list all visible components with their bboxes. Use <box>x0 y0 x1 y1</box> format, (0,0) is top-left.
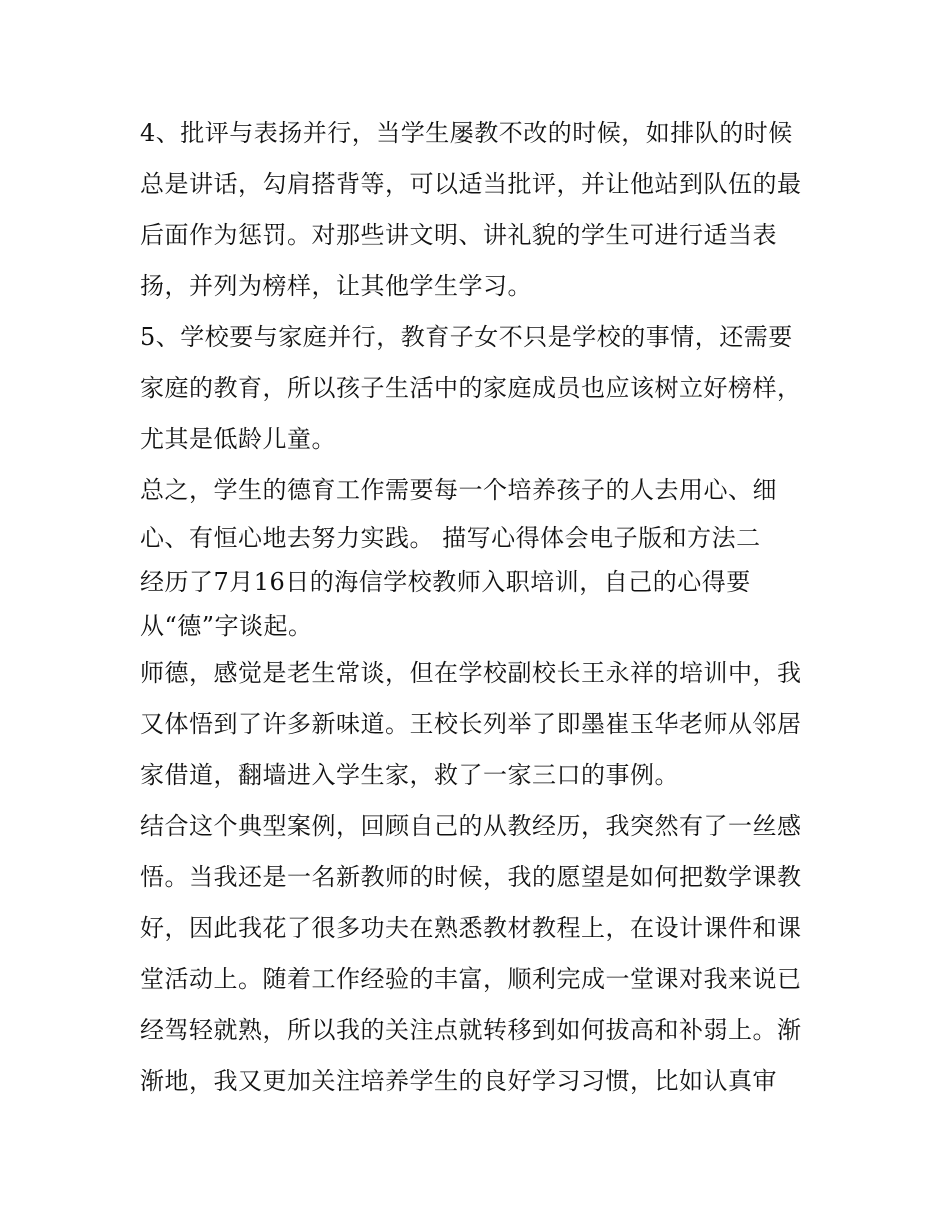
text-line: 家借道，翻墙进入学生家，救了一家三口的事例。 <box>140 761 679 789</box>
text-line: 渐地，我又更加关注培养学生的良好学习习惯，比如认真审 <box>140 1067 777 1095</box>
text-line: 堂活动上。随着工作经验的丰富，顺利完成一堂课对我来说已 <box>140 965 802 993</box>
text-line: 4、批评与表扬并行，当学生屡教不改的时候，如排队的时候 <box>140 119 793 147</box>
text-line: 心、有恒心地去努力实践。 描写心得体会电子版和方法二 <box>140 524 761 552</box>
text-line: 结合这个典型案例，回顾自己的从教经历，我突然有了一丝感 <box>140 812 802 840</box>
text-line: 总之，学生的德育工作需要每一个培养孩子的人去用心、细 <box>140 476 777 504</box>
text-line: 师德，感觉是老生常谈，但在学校副校长王永祥的培训中，我 <box>140 659 802 687</box>
text-line: 经驾轻就熟，所以我的关注点就转移到如何拔高和补弱上。渐 <box>140 1016 802 1044</box>
text-line: 尤其是低龄儿童。 <box>140 425 336 453</box>
text-line: 总是讲话，勾肩搭背等，可以适当批评，并让他站到队伍的最 <box>140 170 802 198</box>
text-line: 后面作为惩罚。对那些讲文明、讲礼貌的学生可进行适当表 <box>140 221 777 249</box>
text-line: 从“德”字谈起。 <box>140 612 313 640</box>
text-line: 又体悟到了许多新味道。王校长列举了即墨崔玉华老师从邻居 <box>140 710 802 738</box>
text-line: 经历了7月16日的海信学校教师入职培训，自己的心得要 <box>140 568 751 596</box>
text-line: 扬，并列为榜样，让其他学生学习。 <box>140 272 532 300</box>
text-line: 悟。当我还是一名新教师的时候，我的愿望是如何把数学课教 <box>140 863 802 891</box>
text-line: 5、学校要与家庭并行，教育子女不只是学校的事情，还需要 <box>140 323 793 351</box>
text-line: 好，因此我花了很多功夫在熟悉教材教程上，在设计课件和课 <box>140 914 802 942</box>
text-line: 家庭的教育，所以孩子生活中的家庭成员也应该树立好榜样， <box>140 374 802 402</box>
